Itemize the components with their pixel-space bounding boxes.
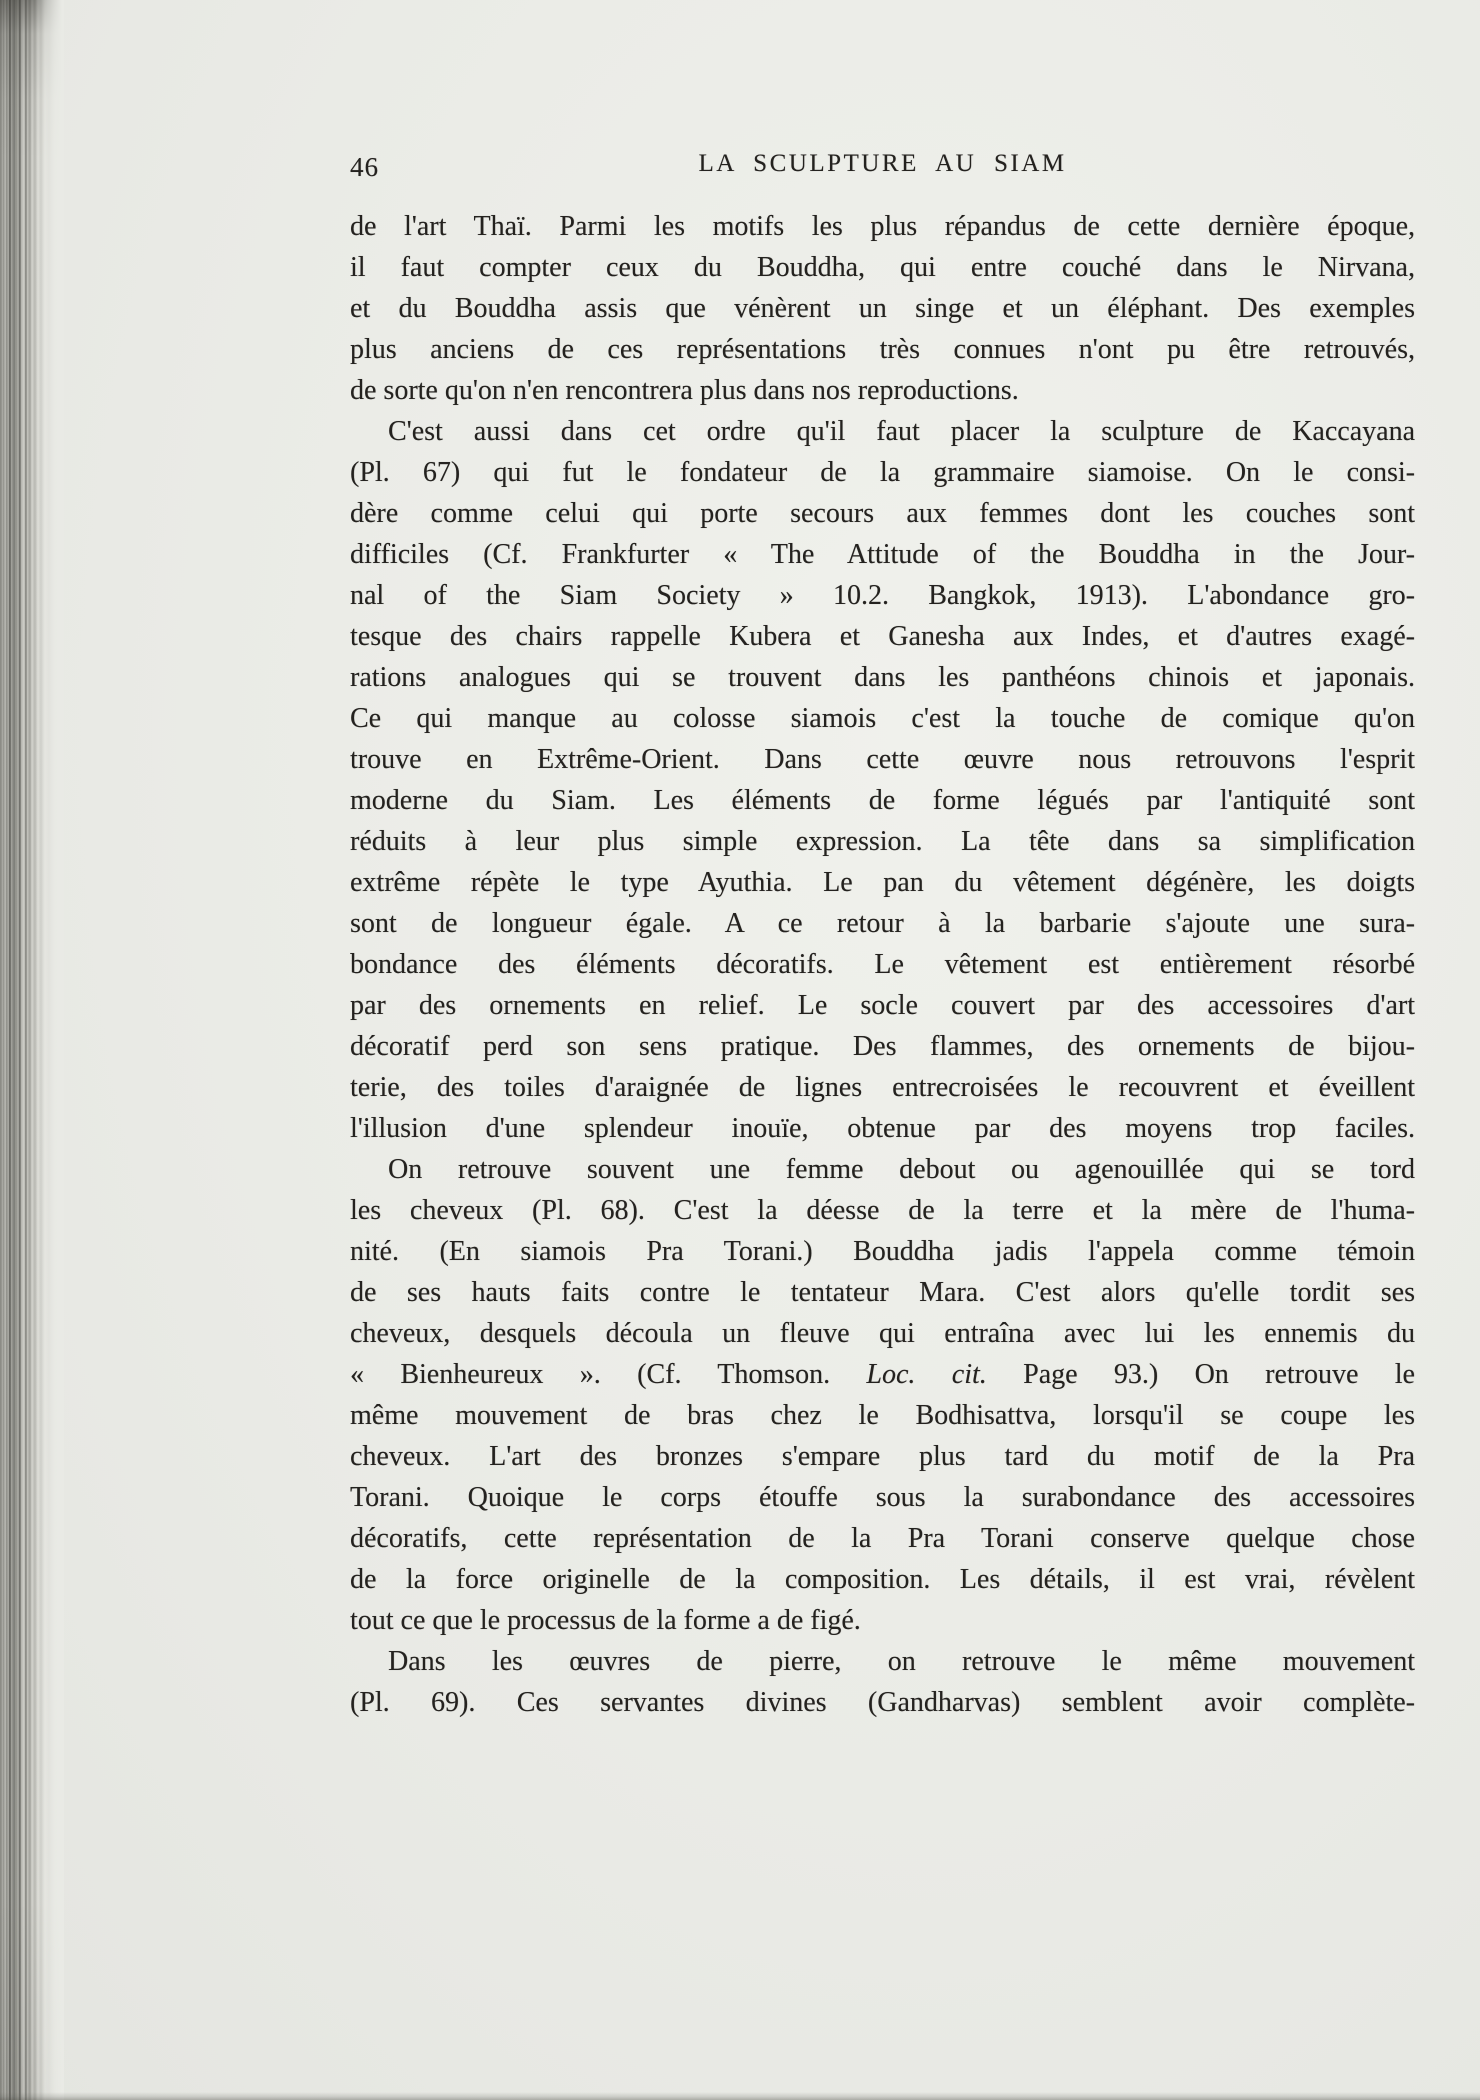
text-line: par des ornements en relief. Le socle couvert par des accessoires d'art <box>350 990 1415 1021</box>
body-text <box>350 206 1415 1723</box>
text-line: tout ce que le processus de la forme a de figé. <box>350 1605 861 1636</box>
text-line: cheveux. L'art des bronzes s'empare plus tard du motif de la Pra <box>350 1441 1415 1472</box>
text-line: même mouvement de bras chez le Bodhisattva, lorsqu'il se coupe les <box>350 1400 1415 1431</box>
text-line: (Pl. 69). Ces servantes divines (Gandharvas) semblent avoir complète- <box>350 1687 1415 1718</box>
text-line: « Bienheureux ». (Cf. Thomson. Loc. cit. Page 93.) On retrouve le <box>350 1359 1415 1390</box>
text-line: nité. (En siamois Pra Torani.) Bouddha jadis l'appela comme témoin <box>350 1236 1415 1267</box>
text-line: terie, des toiles d'araignée de lignes entrecroisées le recouvrent et éveillent <box>350 1072 1415 1103</box>
text-line: il faut compter ceux du Bouddha, qui entre couché dans le Nirvana, <box>350 252 1415 283</box>
text-line: plus anciens de ces représentations très connues n'ont pu être retrouvés, <box>350 334 1415 365</box>
text-line: sont de longueur égale. A ce retour à la barbarie s'ajoute une sura- <box>350 908 1415 939</box>
text-line: Torani. Quoique le corps étouffe sous la surabondance des accessoires <box>350 1482 1415 1513</box>
text-line: trouve en Extrême-Orient. Dans cette œuvre nous retrouvons l'esprit <box>350 744 1415 775</box>
book-gutter-page-edges <box>0 0 64 2100</box>
text-line: Dans les œuvres de pierre, on retrouve le même mouvement <box>388 1646 1415 1677</box>
text-line: nal of the Siam Society » 10.2. Bangkok, 1913). L'abondance gro- <box>350 580 1415 611</box>
text-line: de l'art Thaï. Parmi les motifs les plus répandus de cette dernière époque, <box>350 211 1415 242</box>
text-line: de la force originelle de la composition. Les détails, il est vrai, révèlent <box>350 1564 1415 1595</box>
scan-bottom-edge <box>0 2092 1480 2100</box>
text-line: et du Bouddha assis que vénèrent un singe et un éléphant. Des exemples <box>350 293 1415 324</box>
text-line: dère comme celui qui porte secours aux femmes dont les couches sont <box>350 498 1415 529</box>
text-line: de sorte qu'on n'en rencontrera plus dans nos reproductions. <box>350 375 1019 406</box>
text-line: bondance des éléments décoratifs. Le vêtement est entièrement résorbé <box>350 949 1415 980</box>
text-line: Ce qui manque au colosse siamois c'est la touche de comique qu'on <box>350 703 1415 734</box>
text-line: réduits à leur plus simple expression. La tête dans sa simplification <box>350 826 1415 857</box>
text-line: C'est aussi dans cet ordre qu'il faut placer la sculpture de Kaccayana <box>388 416 1415 447</box>
text-line: extrême répète le type Ayuthia. Le pan du vêtement dégénère, les doigts <box>350 867 1415 898</box>
text-line: tesque des chairs rappelle Kubera et Ganesha aux Indes, et d'autres exagé- <box>350 621 1415 652</box>
text-line: décoratifs, cette représentation de la Pra Torani conserve quelque chose <box>350 1523 1415 1554</box>
page-number: 46 <box>350 152 379 182</box>
text-line: l'illusion d'une splendeur inouïe, obtenue par des moyens trop faciles. <box>350 1113 1415 1144</box>
running-title: LA SCULPTURE AU SIAM <box>698 150 1067 177</box>
text-line: rations analogues qui se trouvent dans les panthéons chinois et japonais. <box>350 662 1415 693</box>
text-line: les cheveux (Pl. 68). C'est la déesse de la terre et la mère de l'huma- <box>350 1195 1415 1226</box>
text-line: On retrouve souvent une femme debout ou agenouillée qui se tord <box>388 1154 1415 1185</box>
text-line: cheveux, desquels découla un fleuve qui entraîna avec lui les ennemis du <box>350 1318 1415 1349</box>
text-line: difficiles (Cf. Frankfurter « The Attitude of the Bouddha in the Jour- <box>350 539 1415 570</box>
running-head <box>350 150 1415 184</box>
text-line: de ses hauts faits contre le tentateur Mara. C'est alors qu'elle tordit ses <box>350 1277 1415 1308</box>
text-line: (Pl. 67) qui fut le fondateur de la grammaire siamoise. On le consi- <box>350 457 1415 488</box>
text-line: moderne du Siam. Les éléments de forme légués par l'antiquité sont <box>350 785 1415 816</box>
text-line: décoratif perd son sens pratique. Des flammes, des ornements de bijou- <box>350 1031 1415 1062</box>
